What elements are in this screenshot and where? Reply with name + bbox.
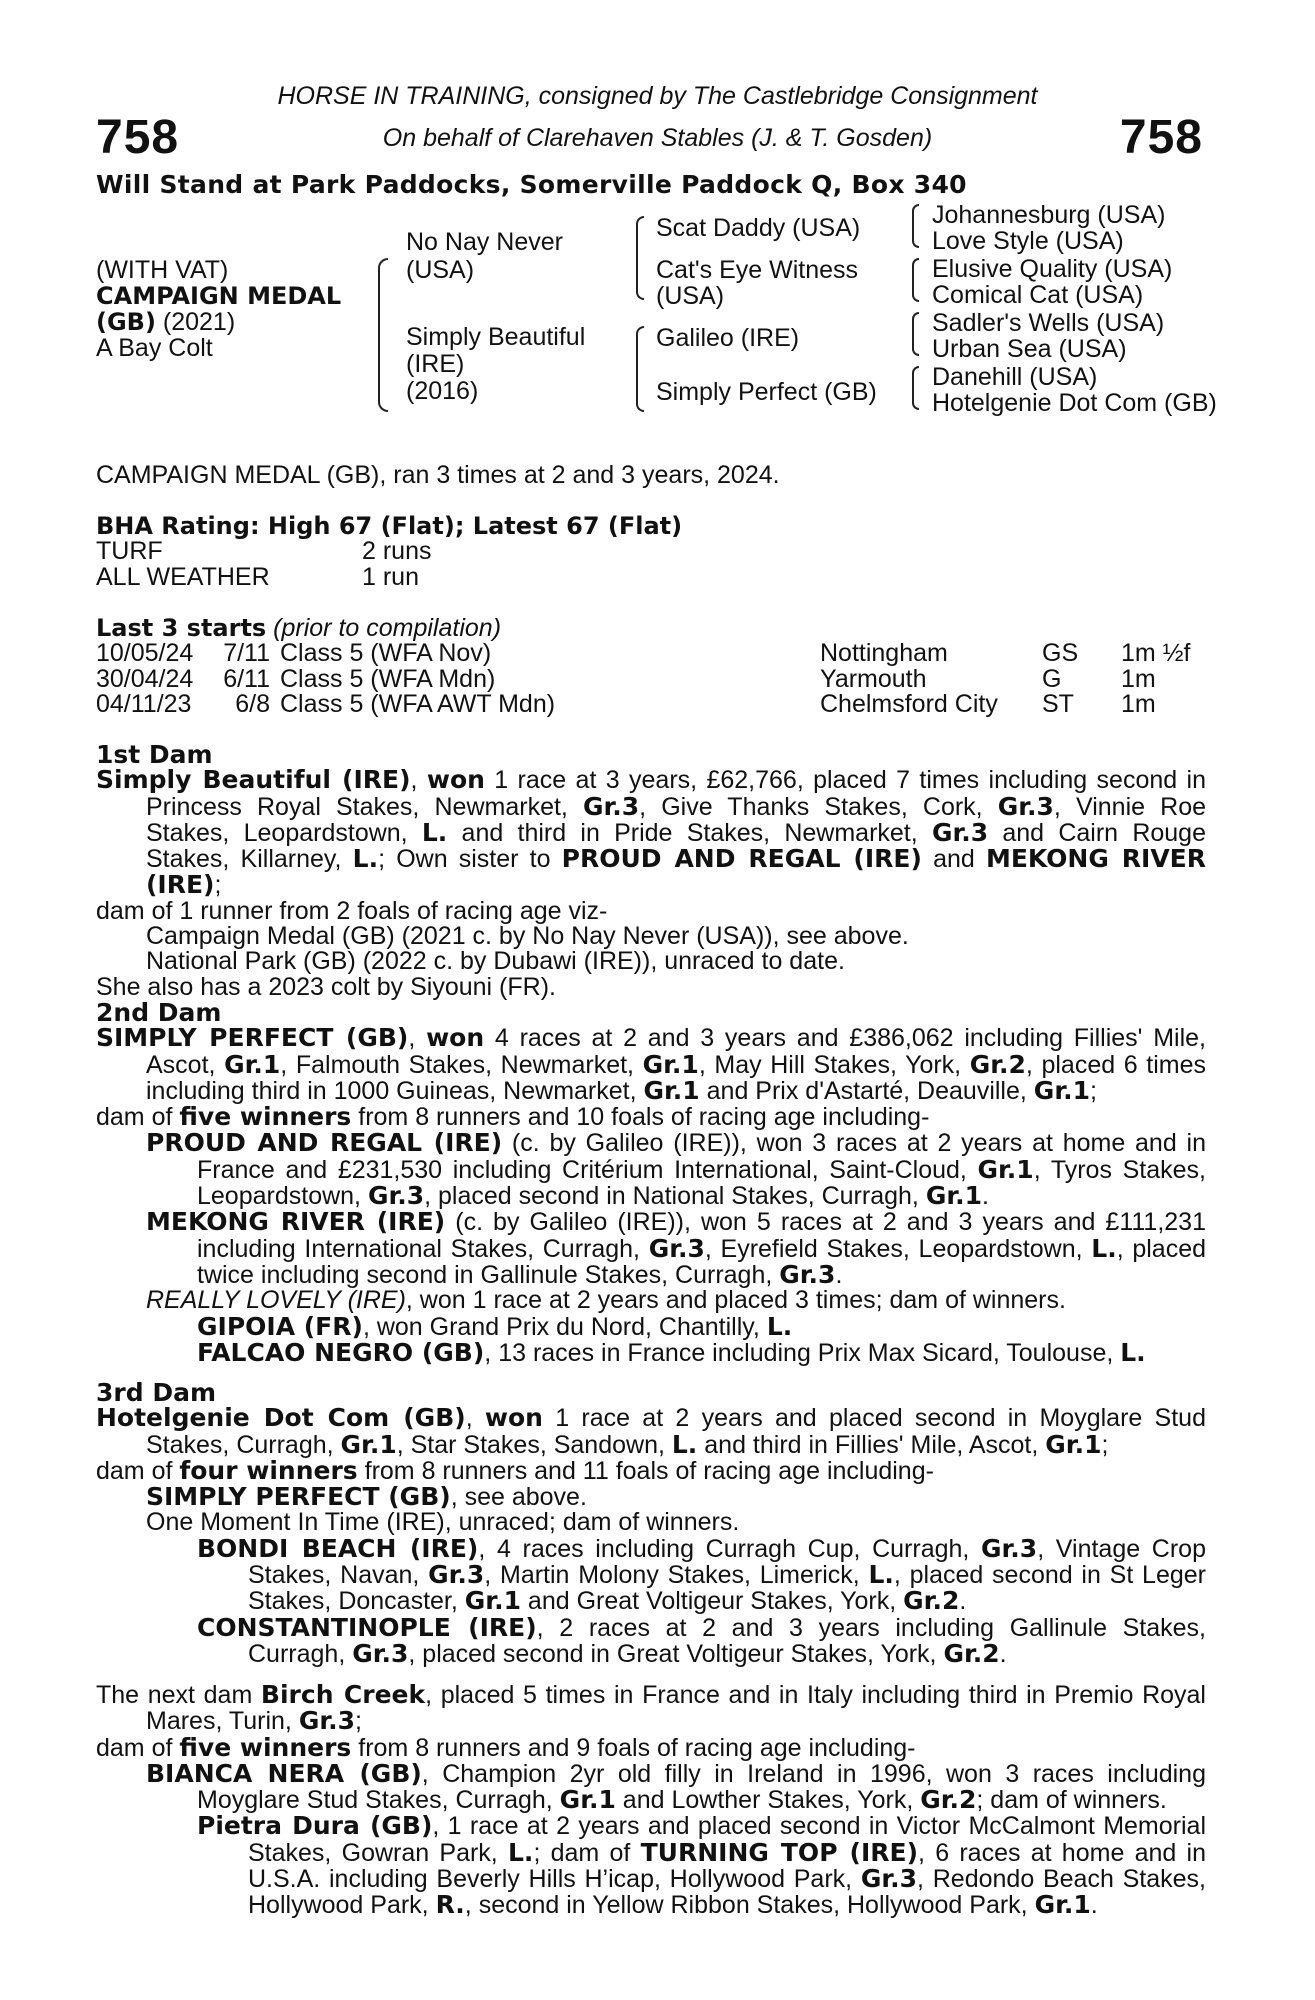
starts-table — [96, 641, 1190, 718]
last-starts-heading: Last 3 starts (prior to compilation) — [96, 614, 502, 642]
gg-1: Johannesburg (USA) — [932, 201, 1166, 229]
sire-name: No Nay Never — [406, 228, 563, 256]
consignor-line: HORSE IN TRAINING, consigned by The Castlebridge Consignment — [277, 82, 1038, 110]
gg-2: Love Style (USA) — [932, 227, 1124, 255]
brace-g3 — [912, 312, 919, 356]
brace-g4 — [912, 366, 919, 410]
rating-runs-2: 1 run — [362, 563, 419, 591]
horse-origin-year: (GB) (2021) — [96, 308, 236, 336]
sire-origin: (USA) — [406, 256, 475, 284]
lot-number-right: 758 — [1119, 111, 1203, 164]
gg-7: Danehill (USA) — [932, 363, 1098, 391]
produce-item: BONDI BEACH (IRE), 4 races including Curragh Cup, Curragh, Gr.3, Vintage Crop Stakes, Navan, Gr.3, Martin Molony Stakes, Limerick, L., placed second in St Leger Stakes, Doncaster, Gr.1 and Great Voltigeur Stakes, York, Gr.2. — [197, 1533, 1206, 1616]
on-behalf-line: On behalf of Clarehaven Stables (J. & T. Gosden) — [382, 124, 933, 152]
stand-location: Will Stand at Park Paddocks, Somerville Paddock Q, Box 340 — [96, 170, 967, 199]
sire-sire: Scat Daddy (USA) — [656, 214, 861, 242]
start-row: 30/04/24 6/11 Class 5 (WFA Mdn) Yarmouth G 1m — [96, 664, 1156, 693]
dam-name: Simply Beautiful — [406, 323, 586, 351]
section-heading: 1st Dam — [96, 740, 213, 769]
dam-sire: Galileo (IRE) — [656, 324, 800, 352]
gg-8: Hotelgenie Dot Com (GB) — [932, 389, 1217, 417]
rating-runs-1: 2 runs — [362, 537, 432, 565]
section-heading: 3rd Dam — [96, 1378, 216, 1407]
brace-main — [378, 258, 388, 412]
brace-g1 — [912, 204, 919, 248]
produce-item: National Park (GB) (2022 c. by Dubawi (IRE)), unraced to date. — [146, 947, 845, 976]
brace-sire — [636, 216, 644, 300]
produce-item: REALLY LOVELY (IRE), won 1 race at 2 years and placed 3 times; dam of winners. — [146, 1286, 1066, 1315]
produce-item: One Moment In Time (IRE), unraced; dam of winners. — [146, 1508, 740, 1537]
produce-item: Pietra Dura (GB), 1 race at 2 years and placed second in Victor McCalmont Memorial Stakes, Gowran Park, L.; dam of TURNING TOP (IRE), 6 races at home and in U.S.A. including Beverly Hills H’icap, Hollywood Park, Gr.3, Redondo Beach Stakes, Hollywood Park, R., second in Yellow Ribbon Stakes, Hollywood Park, Gr.1. — [197, 1811, 1207, 1920]
produce-item: MEKONG RIVER (IRE) (c. by Galileo (IRE)), won 5 races at 2 and 3 years and £111,231 including International Stakes, Curragh, Gr.3, Eyrefield Stakes, Leopardstown, L., placed twice including second in Gallinule Stakes, Curragh, Gr.3. — [146, 1207, 1207, 1289]
bha-rating: BHA Rating: High 67 (Flat); Latest 67 (Flat) — [96, 512, 683, 540]
produce-item: CONSTANTINOPLE (IRE), 2 races at 2 and 3 years including Gallinule Stakes, Curragh, Gr.3, placed second in Great Voltigeur Stakes, York, Gr.2. — [197, 1612, 1206, 1668]
brace-g2 — [912, 258, 919, 302]
produce-item: PROUD AND REGAL (IRE) (c. by Galileo (IRE)), won 3 races at 2 years at home and in France and £231,530 including Critérium International, Saint-Cloud, Gr.1, Tyros Stakes, Leopardstown, Gr.3, placed second in National Stakes, Curragh, Gr.1. — [146, 1128, 1206, 1211]
sire-dam-name: Cat's Eye Witness — [656, 256, 859, 284]
next-dam-section: The next dam Birch Creek, placed 5 times in France and in Italy including third in Premio Royal Mares, Turin, Gr.3; dam of five winners from 8 runners and 9 foals of racing age including- BIANCA NERA (GB), Champion 2yr old filly in Ireland in 1996, won 3 races including Moyglare Stud Stakes, Curragh, Gr.1 and Lowther Stakes, York, Gr.2; dam of winners. Pietra Dura (GB), 1 race at 2 years and placed second in Victor McCalmont Memorial Stakes, Gowran Park, L.; dam of TURNING TOP (IRE), 6 races at home and in U.S.A. including Beverly Hills H’icap, Hollywood Park, Gr.3, Redondo Beach Stakes, Hollywood Park, R., second in Yellow Ribbon Stakes, Hollywood Park, Gr.1. — [96, 1680, 1207, 1920]
gg-5: Sadler's Wells (USA) — [932, 309, 1165, 337]
horse-description: A Bay Colt — [96, 334, 213, 362]
produce-item: SIMPLY PERFECT (GB), see above. — [146, 1482, 587, 1512]
produce-item: FALCAO NEGRO (GB), 13 races in France including Prix Max Sicard, Toulouse, L. — [197, 1337, 1146, 1367]
third-dam-section: 3rd Dam Hotelgenie Dot Com (GB), won 1 race at 2 years and placed second in Moyglare Stud Stakes, Curragh, Gr.1, Star Stakes, Sandown, L. and third in Fillies' Mile, Ascot, Gr.1; dam of four winners from 8 runners and 11 foals of racing age including- SIMPLY PERFECT (GB), see above. One Moment In Time (IRE), unraced; dam of winners. BONDI BEACH (IRE), 4 races including Curragh Cup, Curragh, Gr.3, Vintage Crop Stakes, Navan, Gr.3, Martin Molony Stakes, Limerick, L., placed second in St Leger Stakes, Doncaster, Gr.1 and Great Voltigeur Stakes, York, Gr.2. CONSTANTINOPLE (IRE), 2 races at 2 and 3 years including Gallinule Stakes, Curragh, Gr.3, placed second in Great Voltigeur Stakes, York, Gr.2. — [96, 1378, 1206, 1668]
produce-item: GIPOIA (FR), won Grand Prix du Nord, Chantilly, L. — [197, 1311, 793, 1341]
gg-4: Comical Cat (USA) — [932, 281, 1144, 309]
lot-number-left: 758 — [96, 111, 180, 164]
rating-surface-1: TURF — [96, 537, 163, 565]
vat-note: (WITH VAT) — [96, 256, 229, 284]
dam-paragraph: Simply Beautiful (IRE), won 1 race at 3 years, £62,766, placed 7 times including second in Princess Royal Stakes, Newmarket, Gr.3, Give Thanks Stakes, Cork, Gr.3, Vinnie Roe Stakes, Leopardstown, L. and third in Pride Stakes, Newmarket, Gr.3 and Cairn Rouge Stakes, Killarney, L.; Own sister to PROUD AND REGAL (IRE) and MEKONG RIVER (IRE); — [96, 765, 1207, 900]
dam-origin: (IRE) — [406, 350, 465, 378]
sire-dam-origin: (USA) — [656, 282, 725, 310]
horse-name: CAMPAIGN MEDAL — [96, 282, 342, 310]
produce-item: Campaign Medal (GB) (2021 c. by No Nay Never (USA)), see above. — [146, 922, 909, 951]
rating-surface-2: ALL WEATHER — [96, 563, 270, 591]
dam-dam: Simply Perfect (GB) — [656, 378, 877, 406]
first-dam-section: 1st Dam Simply Beautiful (IRE), won 1 race at 3 years, £62,766, placed 7 times including second in Princess Royal Stakes, Newmarket, Gr.3, Give Thanks Stakes, Cork, Gr.3, Vinnie Roe Stakes, Leopardstown, L. and third in Pride Stakes, Newmarket, Gr.3 and Cairn Rouge Stakes, Killarney, L.; Own sister to PROUD AND REGAL (IRE) and MEKONG RIVER (IRE); dam of 1 runner from 2 foals of racing age viz- Campaign Medal (GB) (2021 c. by No Nay Never (USA)), see above. National Park (GB) (2022 c. by Dubawi (IRE)), unraced to date. She also has a 2023 colt by Siyouni (FR). — [96, 740, 1207, 1001]
racing-summary: CAMPAIGN MEDAL (GB), ran 3 times at 2 and 3 years, 2024. — [96, 461, 780, 489]
start-row: 10/05/24 7/11 Class 5 (WFA Nov) Nottingham GS 1m ½f — [96, 639, 1191, 667]
section-heading: 2nd Dam — [96, 998, 222, 1027]
gg-6: Urban Sea (USA) — [932, 335, 1127, 363]
second-dam-section: 2nd Dam SIMPLY PERFECT (GB), won 4 races at 2 and 3 years and £386,062 including Fillies' Mile, Ascot, Gr.1, Falmouth Stakes, Newmarket, Gr.1, May Hill Stakes, York, Gr.2, placed 6 times including third in 1000 Guineas, Newmarket, Gr.1 and Prix d'Astarté, Deauville, Gr.1; dam of five winners from 8 runners and 10 foals of racing age including- PROUD AND REGAL (IRE) (c. by Galileo (IRE)), won 3 races at 2 years at home and in France and £231,530 including Critérium International, Saint-Cloud, Gr.1, Tyros Stakes, Leopardstown, Gr.3, placed second in National Stakes, Curragh, Gr.1. MEKONG RIVER (IRE) (c. by Galileo (IRE)), won 5 races at 2 and 3 years and £111,231 including International Stakes, Curragh, Gr.3, Eyrefield Stakes, Leopardstown, L., placed twice including second in Gallinule Stakes, Curragh, Gr.3. REALLY LOVELY (IRE), won 1 race at 2 years and placed 3 times; dam of winners. GIPOIA (FR), won Grand Prix du Nord, Chantilly, L. FALCAO NEGRO (GB), 13 races in France including Prix Max Sicard, Toulouse, L. — [96, 998, 1207, 1367]
start-row: 04/11/23 6/8 Class 5 (WFA AWT Mdn) Chelmsford City ST 1m — [96, 690, 1156, 718]
dam-year: (2016) — [406, 377, 479, 405]
produce-item: BIANCA NERA (GB), Champion 2yr old filly in Ireland in 1996, won 3 races including Moyglare Stud Stakes, Curragh, Gr.1 and Lowther Stakes, York, Gr.2; dam of winners. — [146, 1758, 1206, 1815]
brace-dam — [636, 326, 644, 412]
gg-3: Elusive Quality (USA) — [932, 255, 1173, 283]
